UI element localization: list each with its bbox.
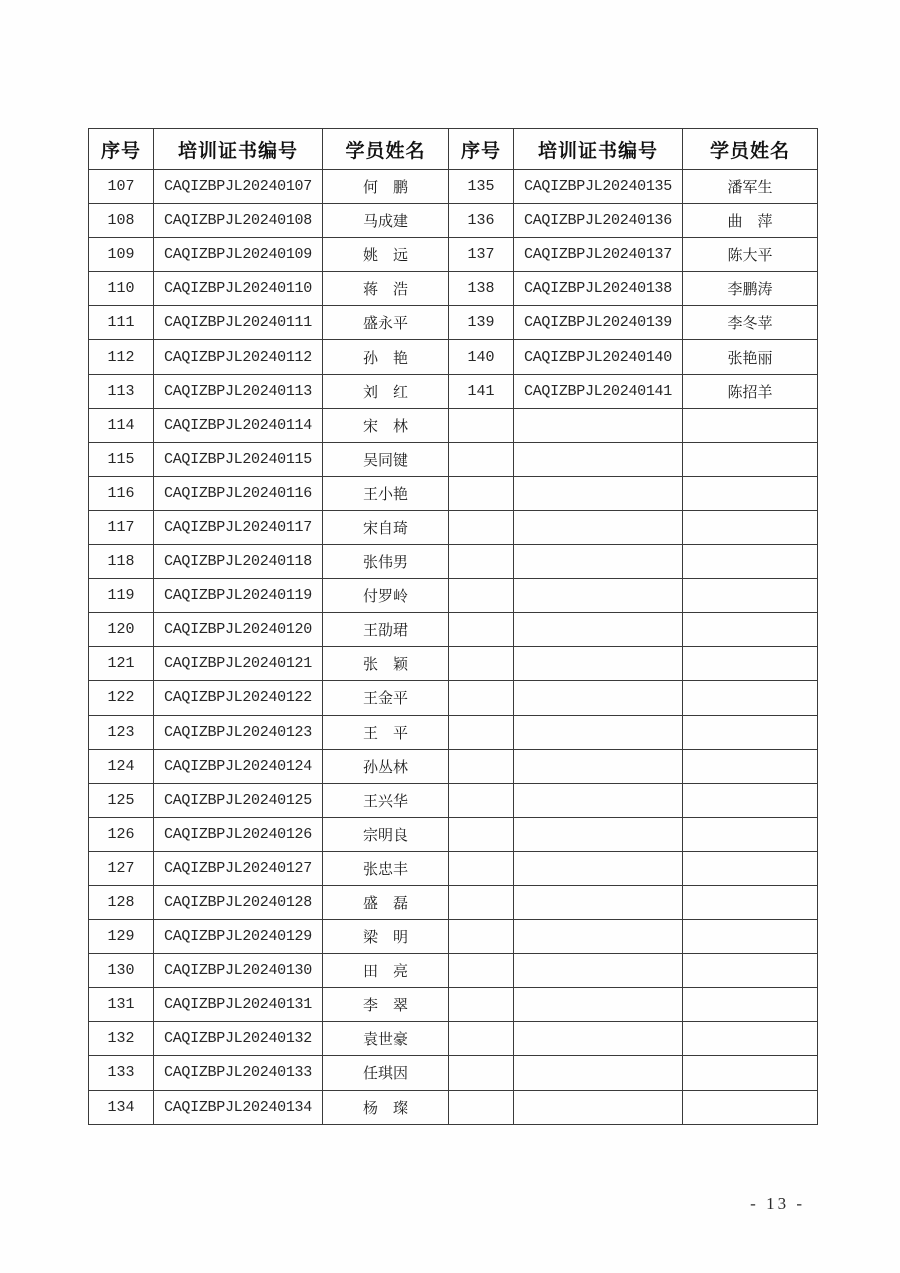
table-row bbox=[89, 954, 818, 988]
serial-cell-right bbox=[449, 613, 514, 647]
cert-cell-right bbox=[514, 851, 683, 885]
header-serial-left: 序号 bbox=[89, 129, 154, 170]
name-cell-left: 杨 璨 bbox=[323, 1090, 449, 1124]
cert-cell-left: CAQIZBPJL20240112 bbox=[154, 340, 323, 374]
cert-cell-left: CAQIZBPJL20240108 bbox=[154, 204, 323, 238]
name-cell-right bbox=[683, 851, 818, 885]
table-row bbox=[89, 920, 818, 954]
name-cell-left: 何 鹏 bbox=[323, 170, 449, 204]
table-row bbox=[89, 408, 818, 442]
cert-cell-left: CAQIZBPJL20240121 bbox=[154, 647, 323, 681]
name-cell-left: 李 翠 bbox=[323, 988, 449, 1022]
table-row bbox=[89, 374, 818, 408]
table-row bbox=[89, 647, 818, 681]
table-row bbox=[89, 988, 818, 1022]
cert-cell-right bbox=[514, 715, 683, 749]
serial-cell-left: 118 bbox=[89, 545, 154, 579]
cert-cell-left: CAQIZBPJL20240113 bbox=[154, 374, 323, 408]
cert-cell-left: CAQIZBPJL20240134 bbox=[154, 1090, 323, 1124]
table-row bbox=[89, 613, 818, 647]
serial-cell-left: 117 bbox=[89, 510, 154, 544]
serial-cell-left: 131 bbox=[89, 988, 154, 1022]
name-cell-left: 孙 艳 bbox=[323, 340, 449, 374]
serial-cell-right bbox=[449, 715, 514, 749]
name-cell-right: 陈大平 bbox=[683, 238, 818, 272]
serial-cell-right bbox=[449, 545, 514, 579]
name-cell-left: 付罗岭 bbox=[323, 579, 449, 613]
header-serial-right: 序号 bbox=[449, 129, 514, 170]
serial-cell-right bbox=[449, 647, 514, 681]
cert-cell-left: CAQIZBPJL20240126 bbox=[154, 817, 323, 851]
serial-cell-right bbox=[449, 885, 514, 919]
name-cell-right bbox=[683, 579, 818, 613]
cert-cell-left: CAQIZBPJL20240118 bbox=[154, 545, 323, 579]
name-cell-left: 王兴华 bbox=[323, 783, 449, 817]
name-cell-right bbox=[683, 681, 818, 715]
name-cell-right bbox=[683, 715, 818, 749]
cert-cell-left: CAQIZBPJL20240133 bbox=[154, 1056, 323, 1090]
serial-cell-right bbox=[449, 442, 514, 476]
cert-cell-right bbox=[514, 1056, 683, 1090]
serial-cell-right: 140 bbox=[449, 340, 514, 374]
cert-cell-right: CAQIZBPJL20240136 bbox=[514, 204, 683, 238]
serial-cell-right bbox=[449, 579, 514, 613]
cert-cell-right bbox=[514, 749, 683, 783]
name-cell-left: 蒋 浩 bbox=[323, 272, 449, 306]
table-row bbox=[89, 170, 818, 204]
cert-cell-right bbox=[514, 545, 683, 579]
table-row bbox=[89, 306, 818, 340]
serial-cell-left: 112 bbox=[89, 340, 154, 374]
serial-cell-left: 127 bbox=[89, 851, 154, 885]
serial-cell-right bbox=[449, 851, 514, 885]
name-cell-left: 张忠丰 bbox=[323, 851, 449, 885]
name-cell-right: 李鹏涛 bbox=[683, 272, 818, 306]
serial-cell-left: 133 bbox=[89, 1056, 154, 1090]
serial-cell-left: 122 bbox=[89, 681, 154, 715]
serial-cell-left: 107 bbox=[89, 170, 154, 204]
serial-cell-right bbox=[449, 510, 514, 544]
table-row bbox=[89, 1056, 818, 1090]
serial-cell-right: 135 bbox=[449, 170, 514, 204]
serial-cell-right bbox=[449, 783, 514, 817]
cert-cell-right bbox=[514, 1022, 683, 1056]
serial-cell-right bbox=[449, 954, 514, 988]
table-header-row bbox=[89, 129, 818, 170]
serial-cell-left: 121 bbox=[89, 647, 154, 681]
serial-cell-left: 116 bbox=[89, 476, 154, 510]
cert-cell-left: CAQIZBPJL20240114 bbox=[154, 408, 323, 442]
name-cell-right bbox=[683, 408, 818, 442]
cert-cell-right bbox=[514, 442, 683, 476]
cert-cell-left: CAQIZBPJL20240132 bbox=[154, 1022, 323, 1056]
serial-cell-right: 138 bbox=[449, 272, 514, 306]
cert-cell-right bbox=[514, 885, 683, 919]
name-cell-left: 宋 林 bbox=[323, 408, 449, 442]
name-cell-left: 孙丛林 bbox=[323, 749, 449, 783]
serial-cell-right bbox=[449, 749, 514, 783]
cert-cell-right: CAQIZBPJL20240135 bbox=[514, 170, 683, 204]
serial-cell-left: 111 bbox=[89, 306, 154, 340]
name-cell-right bbox=[683, 1022, 818, 1056]
serial-cell-left: 134 bbox=[89, 1090, 154, 1124]
name-cell-left: 王小艳 bbox=[323, 476, 449, 510]
name-cell-right bbox=[683, 647, 818, 681]
name-cell-right bbox=[683, 510, 818, 544]
table-row bbox=[89, 1022, 818, 1056]
name-cell-right bbox=[683, 545, 818, 579]
serial-cell-left: 124 bbox=[89, 749, 154, 783]
name-cell-left: 张伟男 bbox=[323, 545, 449, 579]
cert-cell-right bbox=[514, 647, 683, 681]
name-cell-right: 李冬苹 bbox=[683, 306, 818, 340]
name-cell-right bbox=[683, 442, 818, 476]
name-cell-left: 姚 远 bbox=[323, 238, 449, 272]
serial-cell-left: 126 bbox=[89, 817, 154, 851]
cert-cell-right: CAQIZBPJL20240137 bbox=[514, 238, 683, 272]
serial-cell-left: 113 bbox=[89, 374, 154, 408]
header-name-right: 学员姓名 bbox=[683, 129, 818, 170]
name-cell-right bbox=[683, 749, 818, 783]
table-row bbox=[89, 476, 818, 510]
name-cell-right: 曲 萍 bbox=[683, 204, 818, 238]
cert-cell-left: CAQIZBPJL20240115 bbox=[154, 442, 323, 476]
cert-cell-right bbox=[514, 579, 683, 613]
serial-cell-left: 129 bbox=[89, 920, 154, 954]
serial-cell-right: 141 bbox=[449, 374, 514, 408]
table-row bbox=[89, 885, 818, 919]
cert-cell-right: CAQIZBPJL20240139 bbox=[514, 306, 683, 340]
header-name-left: 学员姓名 bbox=[323, 129, 449, 170]
cert-cell-left: CAQIZBPJL20240125 bbox=[154, 783, 323, 817]
serial-cell-right: 139 bbox=[449, 306, 514, 340]
cert-cell-left: CAQIZBPJL20240127 bbox=[154, 851, 323, 885]
table-row bbox=[89, 510, 818, 544]
name-cell-right bbox=[683, 783, 818, 817]
cert-cell-left: CAQIZBPJL20240116 bbox=[154, 476, 323, 510]
serial-cell-right bbox=[449, 408, 514, 442]
name-cell-right bbox=[683, 920, 818, 954]
serial-cell-right bbox=[449, 476, 514, 510]
cert-cell-right bbox=[514, 1090, 683, 1124]
name-cell-left: 任琪因 bbox=[323, 1056, 449, 1090]
cert-cell-right bbox=[514, 954, 683, 988]
table-row bbox=[89, 340, 818, 374]
cert-cell-right bbox=[514, 476, 683, 510]
serial-cell-left: 125 bbox=[89, 783, 154, 817]
table-row bbox=[89, 681, 818, 715]
serial-cell-left: 109 bbox=[89, 238, 154, 272]
cert-cell-right bbox=[514, 510, 683, 544]
cert-cell-left: CAQIZBPJL20240122 bbox=[154, 681, 323, 715]
name-cell-right bbox=[683, 817, 818, 851]
serial-cell-left: 132 bbox=[89, 1022, 154, 1056]
table-row bbox=[89, 579, 818, 613]
name-cell-right: 陈招羊 bbox=[683, 374, 818, 408]
cert-cell-left: CAQIZBPJL20240110 bbox=[154, 272, 323, 306]
serial-cell-right bbox=[449, 817, 514, 851]
cert-cell-left: CAQIZBPJL20240123 bbox=[154, 715, 323, 749]
table-row bbox=[89, 545, 818, 579]
serial-cell-left: 110 bbox=[89, 272, 154, 306]
serial-cell-left: 123 bbox=[89, 715, 154, 749]
name-cell-left: 张 颖 bbox=[323, 647, 449, 681]
name-cell-left: 宗明良 bbox=[323, 817, 449, 851]
table-row bbox=[89, 715, 818, 749]
cert-cell-left: CAQIZBPJL20240128 bbox=[154, 885, 323, 919]
name-cell-right: 张艳丽 bbox=[683, 340, 818, 374]
cert-cell-right bbox=[514, 988, 683, 1022]
cert-cell-right bbox=[514, 920, 683, 954]
name-cell-left: 田 亮 bbox=[323, 954, 449, 988]
serial-cell-right: 137 bbox=[449, 238, 514, 272]
serial-cell-right bbox=[449, 1090, 514, 1124]
table-row bbox=[89, 1090, 818, 1124]
cert-cell-right: CAQIZBPJL20240140 bbox=[514, 340, 683, 374]
serial-cell-right bbox=[449, 920, 514, 954]
table-row bbox=[89, 442, 818, 476]
name-cell-left: 盛永平 bbox=[323, 306, 449, 340]
table-row bbox=[89, 783, 818, 817]
name-cell-right: 潘军生 bbox=[683, 170, 818, 204]
name-cell-left: 王 平 bbox=[323, 715, 449, 749]
table-row bbox=[89, 238, 818, 272]
name-cell-right bbox=[683, 613, 818, 647]
serial-cell-right bbox=[449, 1056, 514, 1090]
serial-cell-right bbox=[449, 681, 514, 715]
cert-cell-right bbox=[514, 681, 683, 715]
cert-cell-right bbox=[514, 817, 683, 851]
name-cell-left: 梁 明 bbox=[323, 920, 449, 954]
serial-cell-left: 115 bbox=[89, 442, 154, 476]
cert-cell-right: CAQIZBPJL20240141 bbox=[514, 374, 683, 408]
name-cell-right bbox=[683, 885, 818, 919]
name-cell-left: 吴同键 bbox=[323, 442, 449, 476]
serial-cell-left: 119 bbox=[89, 579, 154, 613]
cert-cell-left: CAQIZBPJL20240129 bbox=[154, 920, 323, 954]
name-cell-right bbox=[683, 954, 818, 988]
serial-cell-left: 128 bbox=[89, 885, 154, 919]
cert-cell-left: CAQIZBPJL20240119 bbox=[154, 579, 323, 613]
header-cert-left: 培训证书编号 bbox=[154, 129, 323, 170]
serial-cell-left: 120 bbox=[89, 613, 154, 647]
header-cert-right: 培训证书编号 bbox=[514, 129, 683, 170]
table-row bbox=[89, 817, 818, 851]
page-number: - 13 - bbox=[750, 1194, 805, 1213]
cert-cell-left: CAQIZBPJL20240131 bbox=[154, 988, 323, 1022]
serial-cell-left: 130 bbox=[89, 954, 154, 988]
name-cell-right bbox=[683, 1056, 818, 1090]
name-cell-right bbox=[683, 476, 818, 510]
cert-cell-left: CAQIZBPJL20240124 bbox=[154, 749, 323, 783]
name-cell-left: 马成建 bbox=[323, 204, 449, 238]
serial-cell-right: 136 bbox=[449, 204, 514, 238]
serial-cell-right bbox=[449, 1022, 514, 1056]
name-cell-left: 盛 磊 bbox=[323, 885, 449, 919]
table-row bbox=[89, 272, 818, 306]
cert-cell-left: CAQIZBPJL20240117 bbox=[154, 510, 323, 544]
name-cell-left: 王劭珺 bbox=[323, 613, 449, 647]
cert-cell-left: CAQIZBPJL20240120 bbox=[154, 613, 323, 647]
name-cell-right bbox=[683, 988, 818, 1022]
name-cell-right bbox=[683, 1090, 818, 1124]
name-cell-left: 王金平 bbox=[323, 681, 449, 715]
cert-cell-left: CAQIZBPJL20240130 bbox=[154, 954, 323, 988]
cert-cell-left: CAQIZBPJL20240111 bbox=[154, 306, 323, 340]
serial-cell-left: 108 bbox=[89, 204, 154, 238]
name-cell-left: 袁世豪 bbox=[323, 1022, 449, 1056]
table-row bbox=[89, 851, 818, 885]
cert-cell-right: CAQIZBPJL20240138 bbox=[514, 272, 683, 306]
table-row bbox=[89, 204, 818, 238]
cert-cell-right bbox=[514, 783, 683, 817]
serial-cell-left: 114 bbox=[89, 408, 154, 442]
cert-cell-right bbox=[514, 408, 683, 442]
cert-cell-right bbox=[514, 613, 683, 647]
serial-cell-right bbox=[449, 988, 514, 1022]
name-cell-left: 刘 红 bbox=[323, 374, 449, 408]
name-cell-left: 宋自琦 bbox=[323, 510, 449, 544]
certificate-roster-table bbox=[88, 128, 818, 1125]
cert-cell-left: CAQIZBPJL20240107 bbox=[154, 170, 323, 204]
cert-cell-left: CAQIZBPJL20240109 bbox=[154, 238, 323, 272]
table-row bbox=[89, 749, 818, 783]
